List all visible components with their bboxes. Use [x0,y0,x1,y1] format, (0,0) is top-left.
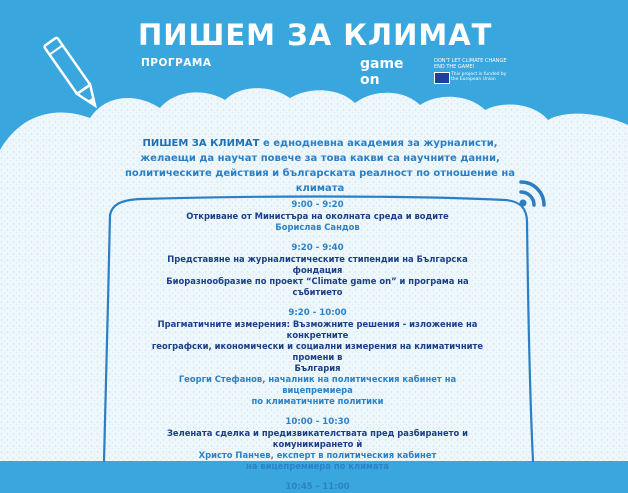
page-title: ПИШЕМ ЗА КЛИМАТ [138,18,493,52]
slot-speaker-line: Борислав Сандов [275,222,360,232]
logo-tagline: DON'T LET CLIMATE CHANGE END THE GAME! [434,58,507,70]
slot-time: 9:20 - 10:00 [288,308,347,318]
intro-lead: ПИШЕМ ЗА КЛИМАТ [142,138,260,149]
slot-time: 9:20 - 9:40 [291,243,344,253]
agenda-slot [145,200,490,233]
slot-speaker-line: Христо Панчев, експерт в политическия кабинет [198,450,437,460]
slot-speaker-line: Георги Стефанов, началник на политическия кабинет на вицепремиера [178,374,457,395]
slot-title-line: България [294,363,341,373]
agenda-list [145,200,490,493]
agenda-slot [145,233,490,298]
slot-speaker-line: по климатичните политики [251,396,384,406]
agenda-slot [145,472,490,493]
slot-title-line: Прагматичните измерения: Възможните решения - изложение на конкретните [157,319,478,340]
agenda-slot [145,298,490,407]
slot-title-line: Откриване от Министъра на околната среда и водите [186,211,449,221]
slot-title-line: Зелената сделка и предизвикателствата пред разбирането и комуникирането ѝ [166,428,469,449]
eu-funding-note: This project is funded by the European Union [451,72,507,82]
slot-time: 9:00 - 9:20 [291,200,344,210]
page-subtitle: ПРОГРАМА [141,57,212,69]
slot-speaker-line: на вицепремиера по климата [246,461,389,471]
logo-text: game on [360,56,404,88]
slot-time: 10:45 - 11:00 [285,482,350,492]
slot-title-line: Биоразнообразие по проект “Climate game on” и програма на събитието [166,276,469,297]
slot-spacer [145,233,490,243]
slot-title-line: Представяне на журналистическите стипендии на Българска фондация [167,254,468,275]
intro-body: е еднодневна академия за журналисти, желаещи да научат повече за това какви са научните данни, политическите действия и българската реалност по отношение на климата [124,138,516,194]
agenda-slot [145,407,490,472]
slot-title-line: географски, икономически и социални измерения на климатичните промени в [151,341,484,362]
slot-spacer [145,407,490,417]
slot-spacer [145,298,490,308]
slot-time: 10:00 - 10:30 [285,417,350,427]
slot-spacer [145,472,490,482]
